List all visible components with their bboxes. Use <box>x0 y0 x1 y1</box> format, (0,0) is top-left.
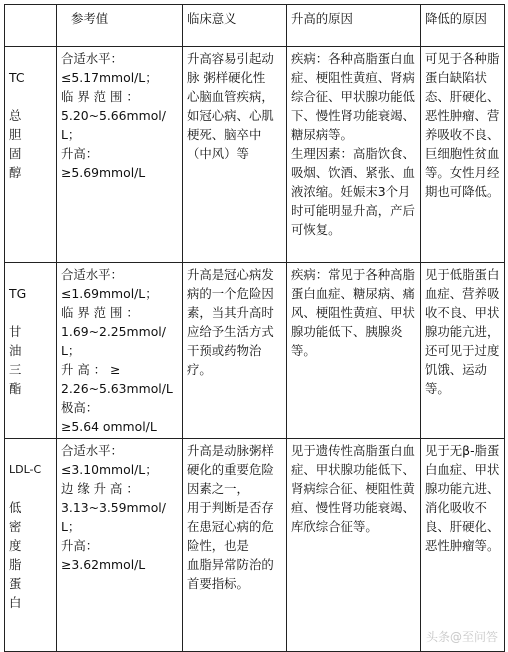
lower-causes-cell: 见于无β-脂蛋白血症、甲状腺功能亢进、消化吸收不良、肝硬化、恶性肿瘤等。 <box>421 439 505 652</box>
reference-value-cell: 合适水平： ≤3.10mmol/L； 边 缘 升 高 ： 3.13~3.59mmol/L； 升高： ≥3.62mmol/L <box>57 439 183 652</box>
header-row <box>5 5 505 47</box>
reference-value-cell: 合适水平： ≤1.69mmol/L； 临 界 范 围 ： 1.69~2.25mmol/L； 升 高 ： ≥ 2.26~5.63mmol/L 极高： ≥5.64 ommol/L <box>57 263 183 439</box>
raise-causes-cell: 见于遗传性高脂蛋白血症、甲状腺功能低下、肾病综合征、梗阻性黄疸、慢性肾功能衰竭、库欣综合征等。 <box>287 439 421 652</box>
header-cell-lower-causes: 降低的原因 <box>421 5 505 47</box>
header-cell-blank <box>5 5 57 47</box>
lower-causes-cell: 见于低脂蛋白血症、营养吸收不良、甲状腺功能亢进，还可见于过度饥饿、运动等。 <box>421 263 505 439</box>
clinical-significance-cell: 升高是动脉粥样硬化的重要危险因素之一， 用于判断是否存在患冠心病的危险性，也是 血脂异常防治的首要指标。 <box>183 439 287 652</box>
lipid-abbreviation: TC <box>9 68 52 87</box>
raise-causes-cell: 疾病：常见于各种高脂蛋白血症、糖尿病、痛风、梗阻性黄疸、甲状腺功能低下、胰腺炎等。 <box>287 263 421 439</box>
clinical-significance-cell: 升高是冠心病发病的一个危险因素，当其升高时应给予生活方式干预或药物治疗。 <box>183 263 287 439</box>
lipid-abbreviation: TG <box>9 284 52 303</box>
lipid-name-cell <box>5 439 57 652</box>
table-row-ldl-c <box>5 439 505 652</box>
table-row-tc <box>5 47 505 263</box>
header-cell-significance: 临床意义 <box>183 5 287 47</box>
reference-value-cell: 合适水平： ≤5.17mmol/L； 临 界 范 围 ： 5.20~5.66mmol/L； 升高： ≥5.69mmol/L <box>57 47 183 263</box>
lipid-name-cell <box>5 47 57 263</box>
lipid-chinese-name: 低 密 度 脂 蛋 白 <box>9 498 52 612</box>
raise-causes-cell: 疾病：各种高脂蛋白血症、梗阻性黄疸、肾病综合征、甲状腺功能低下、慢性肾功能衰竭、糖尿病等。 生理因素：高脂饮食、吸烟、饮酒、紧张、血液浓缩。妊娠末3个月时可能明显升高，产后可恢复。 <box>287 47 421 263</box>
table-row-tg <box>5 263 505 439</box>
lipid-reference-table <box>4 4 505 652</box>
clinical-significance-cell: 升高容易引起动 脉 粥样硬化性 心脑血管疾病， 如冠心病、心肌梗死、脑卒中 （中风）等 <box>183 47 287 263</box>
watermark: 头条@至问答 <box>426 628 498 645</box>
lipid-name-cell <box>5 263 57 439</box>
header-cell-reference: 参考值 <box>57 5 183 47</box>
lipid-abbreviation: LDL-C <box>9 460 52 479</box>
lipid-chinese-name: 甘 油 三 酯 <box>9 322 52 398</box>
lipid-chinese-name: 总 胆 固 醇 <box>9 106 52 182</box>
lower-causes-cell: 可见于各种脂蛋白缺陷状态、肝硬化、恶性肿瘤、营养吸收不良、巨细胞性贫血等。女性月经期也可降低。 <box>421 47 505 263</box>
header-cell-raise-causes: 升高的原因 <box>287 5 421 47</box>
